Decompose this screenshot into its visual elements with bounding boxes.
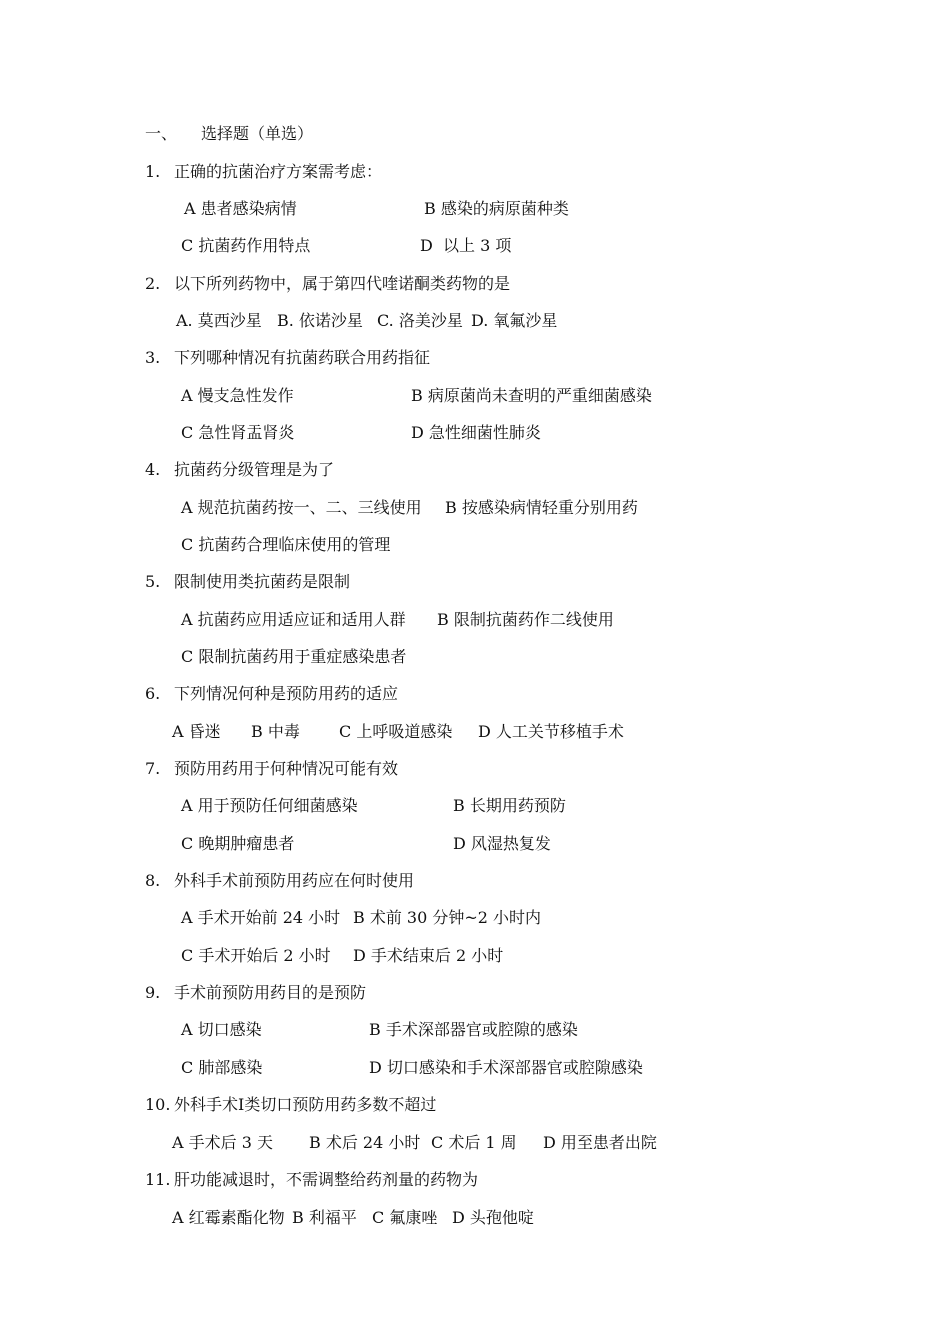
option: D 人工关节移植手术 (478, 722, 624, 741)
option: B 病原菌尚未查明的严重细菌感染 (411, 386, 652, 405)
option: B 长期用药预防 (453, 796, 566, 815)
question-text: 抗菌药分级管理是为了 (174, 460, 335, 479)
option: B. 依诺沙星 (277, 311, 363, 330)
question-text: 正确的抗菌治疗方案需考虑： (174, 162, 383, 181)
option: A. 莫西沙星 (176, 311, 262, 330)
question-number: 5. (145, 572, 161, 591)
question-number: 7. (145, 759, 161, 778)
option: B 限制抗菌药作二线使用 (437, 610, 614, 629)
option: A 红霉素酯化物 (172, 1208, 285, 1227)
option: D 风湿热复发 (453, 834, 551, 853)
question-number: 10. (145, 1095, 171, 1114)
question-text: 外科手术前预防用药应在何时使用 (174, 871, 415, 890)
option: C 手术开始后 2 小时 (181, 946, 331, 965)
option: C. 洛美沙星 (377, 311, 463, 330)
option: B 术前 30 分钟~2 小时内 (353, 908, 542, 927)
option: D 用至患者出院 (543, 1133, 657, 1152)
option: A 手术开始前 24 小时 (181, 908, 341, 927)
option: D 手术结束后 2 小时 (353, 946, 504, 965)
question-number: 2. (145, 274, 161, 293)
section-title: 选择题（单选） (201, 124, 314, 143)
question-number: 4. (145, 460, 161, 479)
option: D 以上 3 项 (420, 236, 512, 255)
option: C 急性肾盂肾炎 (181, 423, 295, 442)
option: C 氟康唑 (372, 1208, 438, 1227)
question-number: 3. (145, 348, 161, 367)
option: C 肺部感染 (181, 1058, 263, 1077)
option: B 按感染病情轻重分别用药 (445, 498, 638, 517)
question-text: 下列哪种情况有抗菌药联合用药指征 (174, 348, 431, 367)
question-text: 肝功能减退时，不需调整给药剂量的药物为 (174, 1170, 479, 1189)
question-text: 外科手术Ⅰ类切口预防用药多数不超过 (174, 1095, 437, 1114)
option: D. 氧氟沙星 (471, 311, 558, 330)
option: A 慢支急性发作 (181, 386, 294, 405)
option: C 限制抗菌药用于重症感染患者 (181, 647, 407, 666)
option: A 抗菌药应用适应证和适用人群 (181, 610, 406, 629)
question-text: 预防用药用于何种情况可能有效 (174, 759, 399, 778)
option: A 昏迷 (172, 722, 221, 741)
option: A 用于预防任何细菌感染 (181, 796, 358, 815)
option: B 利福平 (292, 1208, 357, 1227)
question-number: 1. (145, 162, 161, 181)
option: A 切口感染 (181, 1020, 262, 1039)
option: B 感染的病原菌种类 (424, 199, 569, 218)
option: C 抗菌药作用特点 (181, 236, 311, 255)
question-number: 6. (145, 684, 161, 703)
option: B 中毒 (251, 722, 300, 741)
question-text: 下列情况何种是预防用药的适应 (174, 684, 399, 703)
option: D 头孢他啶 (452, 1208, 534, 1227)
question-text: 手术前预防用药目的是预防 (174, 983, 367, 1002)
option: A 患者感染病情 (184, 199, 297, 218)
option: A 规范抗菌药按一、二、三线使用 (181, 498, 422, 517)
question-text: 限制使用类抗菌药是限制 (174, 572, 351, 591)
option: C 上呼吸道感染 (339, 722, 453, 741)
option: A 手术后 3 天 (172, 1133, 273, 1152)
option: B 手术深部器官或腔隙的感染 (369, 1020, 578, 1039)
question-number: 8. (145, 871, 161, 890)
question-number: 9. (145, 983, 161, 1002)
option: C 术后 1 周 (431, 1133, 517, 1152)
option: C 抗菌药合理临床使用的管理 (181, 535, 391, 554)
option: B 术后 24 小时 (309, 1133, 421, 1152)
question-number: 11. (145, 1170, 171, 1189)
option: D 急性细菌性肺炎 (411, 423, 541, 442)
option: D 切口感染和手术深部器官或腔隙感染 (369, 1058, 643, 1077)
question-text: 以下所列药物中，属于第四代喹诺酮类药物的是 (174, 274, 511, 293)
option: C 晚期肿瘤患者 (181, 834, 295, 853)
section-number: 一、 (145, 124, 178, 143)
